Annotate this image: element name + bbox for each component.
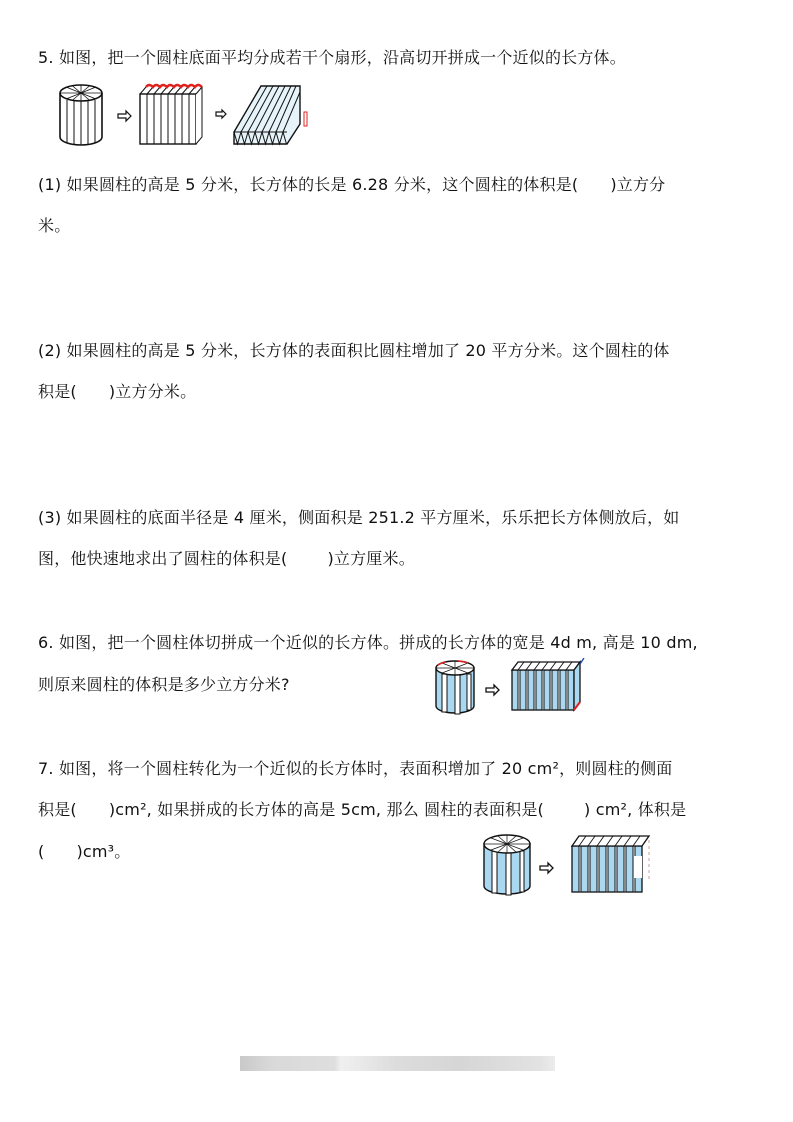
q5-stem: 5. 如图，把一个圆柱底面平均分成若干个扇形，沿高切开拼成一个近似的长方体。 — [38, 48, 626, 67]
q5-sub2-line2 — [38, 382, 196, 402]
q6-line2: 则原来圆柱的体积是多少立方分米? — [38, 675, 290, 694]
arrow-right-icon — [540, 863, 553, 873]
q7-line1: 7. 如图，将一个圆柱转化为一个近似的长方体时，表面积增加了 20 cm²，则圆柱的侧面 — [38, 759, 673, 778]
q7-text-a: 积是( — [38, 800, 77, 819]
footer-watermark — [240, 1056, 555, 1071]
q5-sub1-line2: 米。 — [38, 216, 71, 235]
q5-sub2-line1: (2) 如果圆柱的高是 5 分米，长方体的表面积比圆柱增加了 20 平方分米。这个圆柱的体 — [38, 341, 670, 360]
blue-cylinder-icon — [484, 835, 530, 895]
q5-sub3-text: 图，他快速地求出了圆柱的体积是( — [38, 549, 288, 568]
q7-text-c: ) cm², 体积是 — [584, 800, 687, 819]
q6-line1: 6. 如图，把一个圆柱体切拼成一个近似的长方体。拼成的长方体的宽是 4d m, 高是 10 dm, — [38, 633, 698, 652]
q7-text-d: ( — [38, 842, 45, 861]
q7-text-e: )cm³。 — [76, 842, 131, 861]
arrow-right-icon — [118, 111, 131, 121]
q5-sub1-unit: )立方分 — [610, 175, 666, 194]
q5-sub1-text: (1) 如果圆柱的高是 5 分米，长方体的长是 6.28 分米，这个圆柱的体积是( — [38, 175, 579, 194]
blue-cuboid-icon — [512, 658, 584, 710]
q5-sub1-line1 — [38, 175, 665, 195]
arrow-right-icon — [216, 110, 226, 118]
arrow-right-icon — [486, 685, 499, 695]
q6-figure — [432, 658, 592, 718]
blue-cylinder-icon — [436, 661, 474, 714]
q7-figure — [480, 830, 660, 900]
cylinder-icon — [60, 85, 102, 145]
cut-cylinder-icon — [140, 85, 202, 144]
q5-sub2-unit: )立方分米。 — [108, 382, 197, 401]
q5-sub3-unit: )立方厘米。 — [327, 549, 415, 568]
q5-sub3-line1: (3) 如果圆柱的底面半径是 4 厘米，侧面积是 251.2 平方厘米，乐乐把长方体侧放后，如 — [38, 508, 680, 527]
blue-cuboid-icon — [572, 836, 649, 892]
q5-figure — [58, 82, 318, 148]
q7-line2 — [38, 800, 686, 820]
q7-text-b: )cm², 如果拼成的长方体的高是 5cm, 那么 圆柱的表面积是( — [108, 800, 545, 819]
q7-line3 — [38, 842, 131, 862]
q5-sub2-text: 积是( — [38, 382, 77, 401]
cuboid-icon — [234, 86, 307, 144]
q5-sub3-line2 — [38, 549, 415, 569]
